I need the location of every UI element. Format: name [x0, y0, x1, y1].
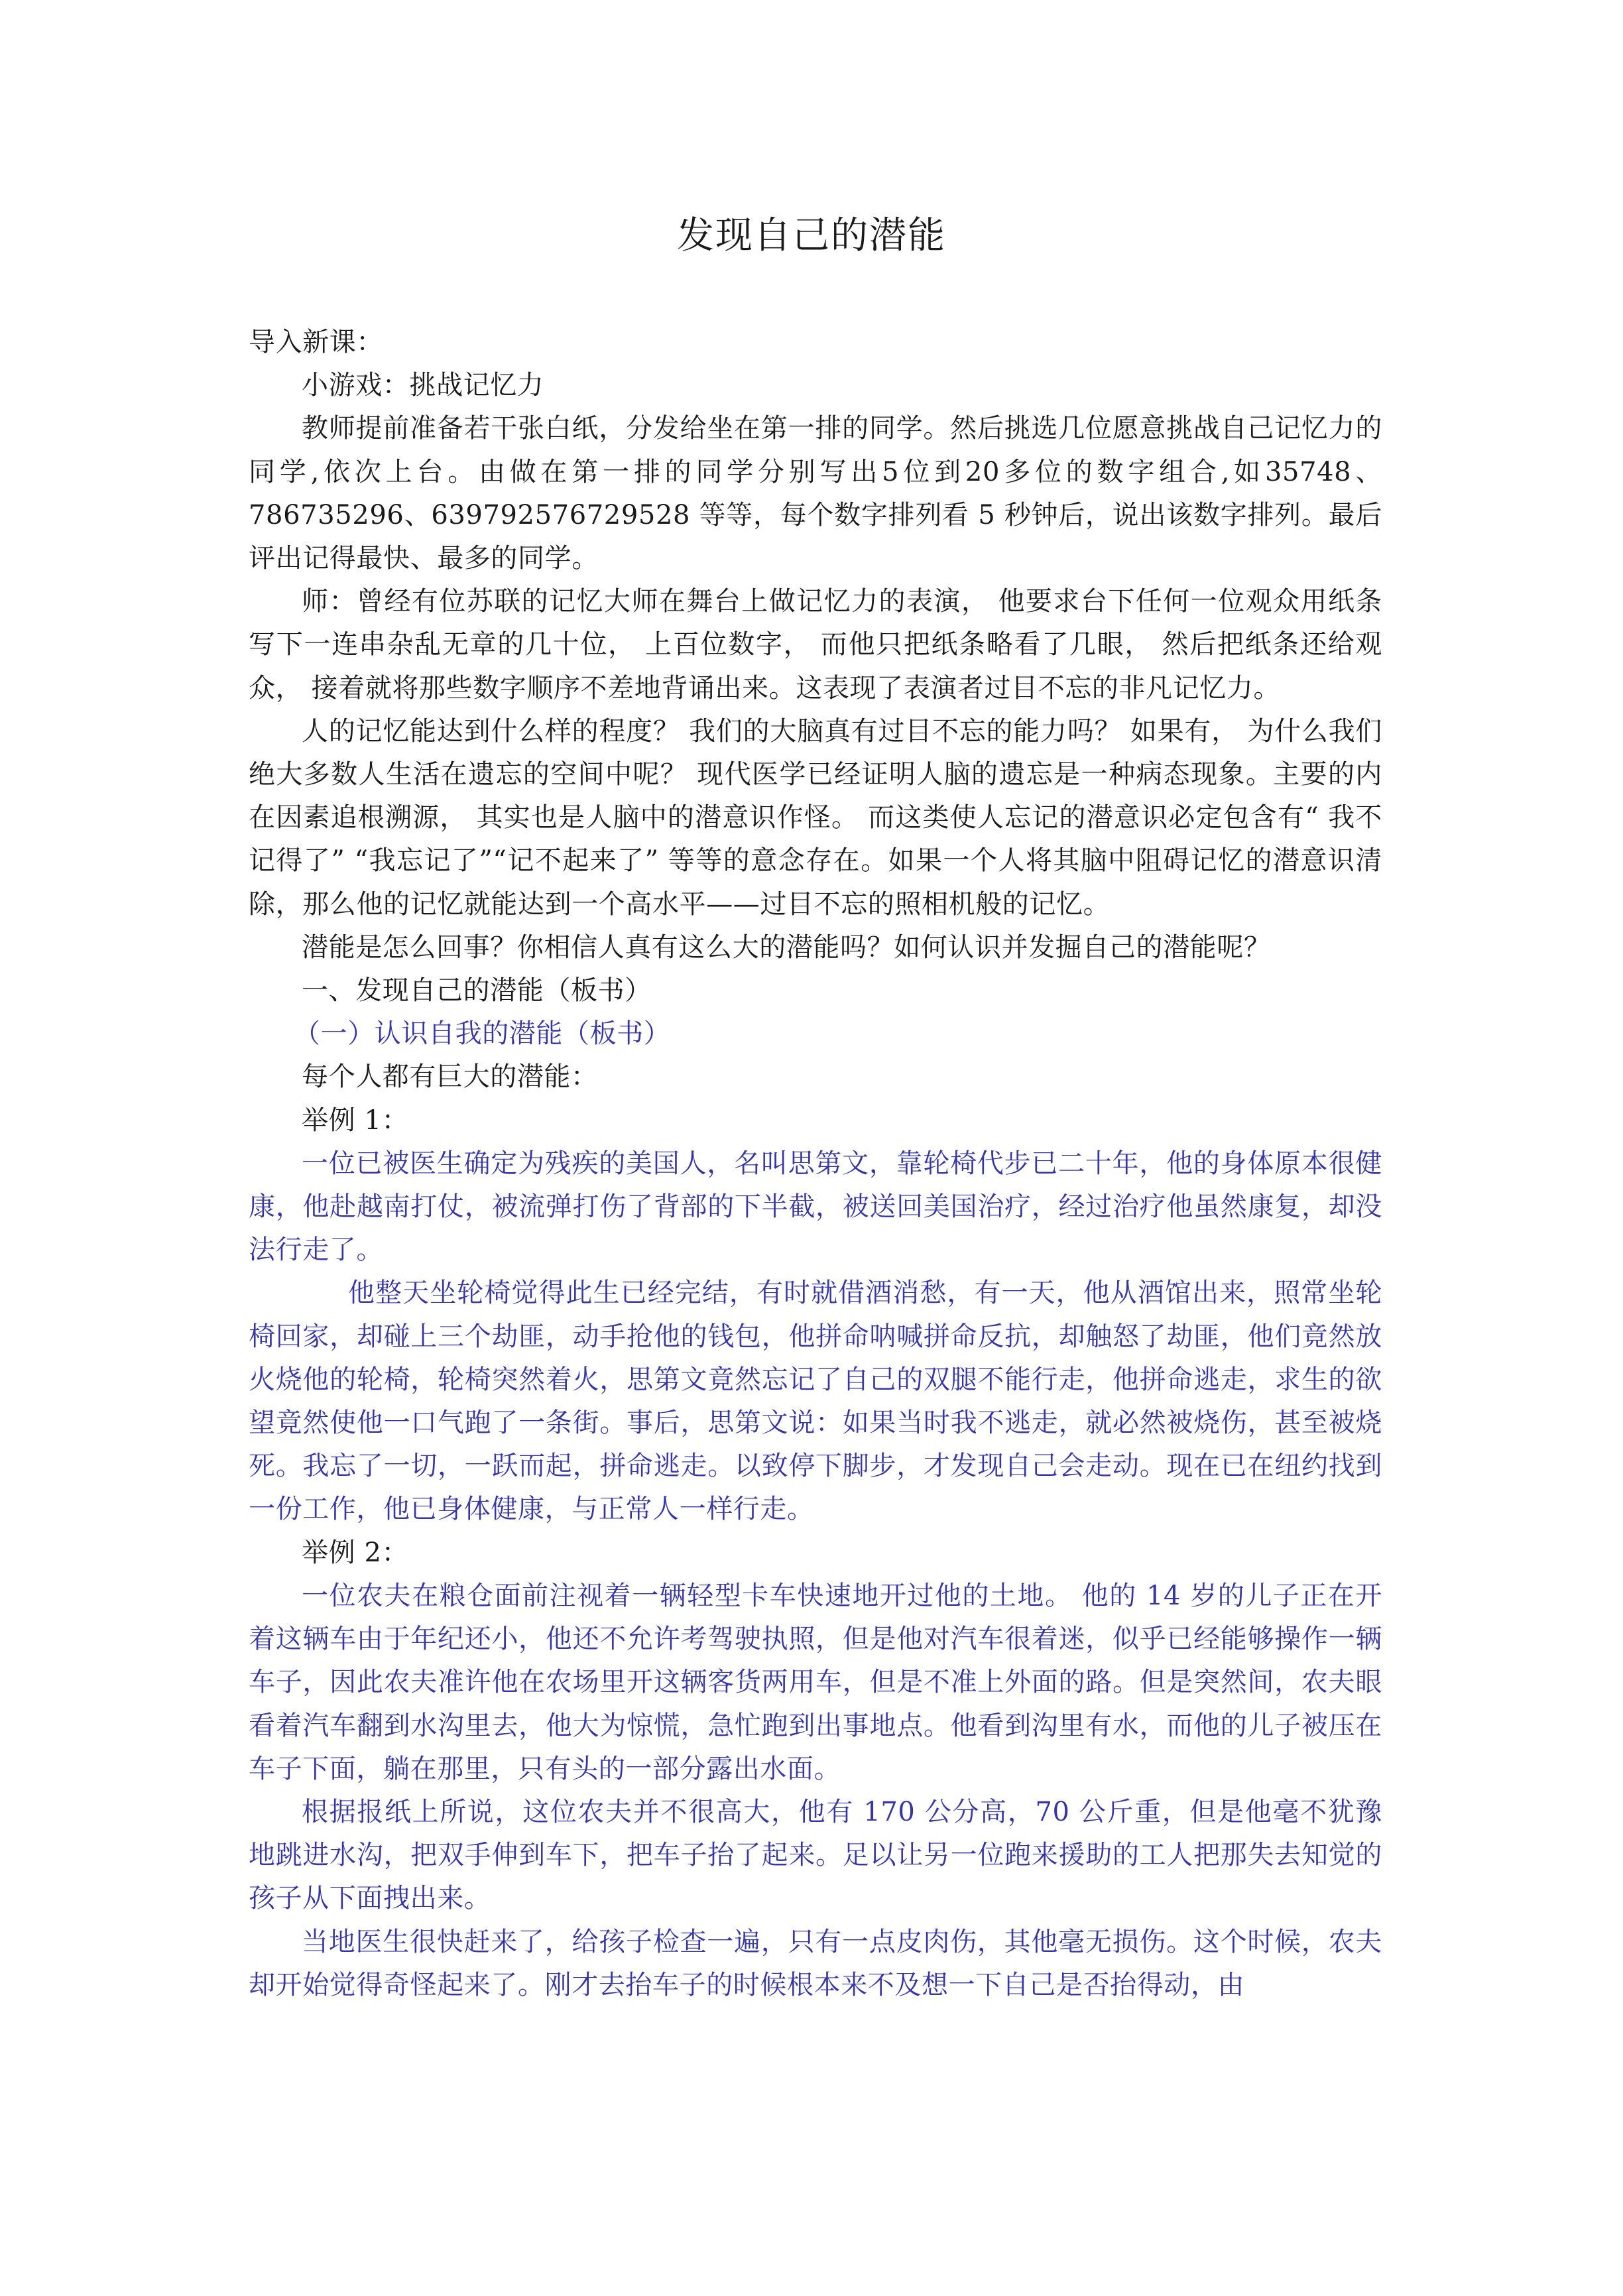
- example-1-paragraph-1: 一位已被医生确定为残疾的美国人，名叫思第文，靠轮椅代步已二十年，他的身体原本很健康，他赴越南打仗，被流弹打伤了背部的下半截，被送回美国治疗，经过治疗他虽然康复，却没法行走了。: [249, 1148, 1382, 1266]
- example-2-paragraph-3: 当地医生很快赶来了，给孩子检查一遍，只有一点皮肉伤，其他毫无损伤。这个时候，农夫却开始觉得奇怪起来了。刚才去抬车子的时候根本来不及想一下自己是否抬得动，由: [249, 1926, 1382, 2000]
- paragraph-potential-question: 潜能是怎么回事？你相信人真有这么大的潜能吗？如何认识并发掘自己的潜能呢？: [302, 932, 1271, 963]
- example-1-paragraph-2: 他整天坐轮椅觉得此生已经完结，有时就借酒消愁，有一天，他从酒馆出来，照常坐轮椅回家，却碰上三个劫匪，动手抢他的钱包，他拼命呐喊拼命反抗，却触怒了劫匪，他们竟然放火烧他的轮椅，轮椅突然着火，思第文竟然忘记了自己的双腿不能行走，他拼命逃走，求生的欲望竟然使他一口气跑了一条街。事后，思第文说：如果当时我不逃走，就必然被烧伤，甚至被烧死。我忘了一切，一跃而起，拼命逃走。以致停下脚步，才发现自己会走动。现在已在纽约找到一份工作，他已身体健康，与正常人一样行走。: [249, 1278, 1382, 1525]
- paragraph-teacher-story: 师：曾经有位苏联的记忆大师在舞台上做记忆力的表演， 他要求台下任何一位观众用纸条写下一连串杂乱无章的几十位， 上百位数字， 而他只把纸条略看了几眼， 然后把纸条还给观众， 接着就将那些数字顺序不差地背诵出来。这表现了表演者过目不忘的非凡记忆力。: [249, 586, 1382, 703]
- paragraph-game-title: 小游戏：挑战记忆力: [302, 370, 544, 401]
- document-body: [249, 321, 1382, 2007]
- paragraph-memory-question: 人的记忆能达到什么样的程度？ 我们的大脑真有过目不忘的能力吗？ 如果有， 为什么我们绝大多数人生活在遗忘的空间中呢？ 现代医学已经证明人脑的遗忘是一种病态现象。主要的内在因素追根溯源， 其实也是人脑中的潜意识作怪。 而这类使人忘记的潜意识必定包含有“ 我不记得了” “我忘记了”“记不起来了” 等等的意念存在。如果一个人将其脑中阻碍记忆的潜意识清除，那么他的记忆就能达到一个高水平——过目不忘的照相机般的记忆。: [249, 715, 1382, 920]
- example-2-paragraph-2: 根据报纸上所说，这位农夫并不很高大，他有 170 公分高，70 公斤重，但是他毫不犹豫地跳进水沟，把双手伸到车下，把车子抬了起来。足以让另一位跑来援助的工人把那失去知觉的孩子从下面拽出来。: [249, 1796, 1382, 1914]
- example-1-label: 举例 1：: [302, 1105, 409, 1136]
- example-2-paragraph-1: 一位农夫在粮仓面前注视着一辆轻型卡车快速地开过他的土地。 他的 14 岁的儿子正在开着这辆车由于年纪还小，他还不允许考驾驶执照，但是他对汽车很着迷，似乎已经能够操作一辆车子，因此农夫准许他在农场里开这辆客货两用车，但是不准上外面的路。但是突然间，农夫眼看着汽车翻到水沟里去，他大为惊慌，急忙跑到出事地点。他看到沟里有水，而他的儿子被压在车子下面，躺在那里，只有头的一部分露出水面。: [249, 1580, 1382, 1784]
- example-2-label: 举例 2：: [302, 1537, 409, 1568]
- paragraph-game-description: 教师提前准备若干张白纸，分发给坐在第一排的同学。然后挑选几位愿意挑战自己记忆力的同学,依次上台。由做在第一排的同学分别写出5位到20多位的数字组合,如35748、786735296、639792576729528 等等，每个数字排列看 5 秒钟后，说出该数字排列。最后评出记得最快、最多的同学。: [249, 413, 1382, 574]
- subsection-heading-1: （一）认识自我的潜能（板书）: [294, 1018, 671, 1050]
- paragraph-intro-label: 导入新课：: [249, 327, 383, 357]
- section-heading-1: 一、发现自己的潜能（板书）: [302, 975, 652, 1006]
- page-title: 发现自己的潜能: [677, 214, 946, 257]
- paragraph-everyone-potential: 每个人都有巨大的潜能：: [302, 1061, 598, 1093]
